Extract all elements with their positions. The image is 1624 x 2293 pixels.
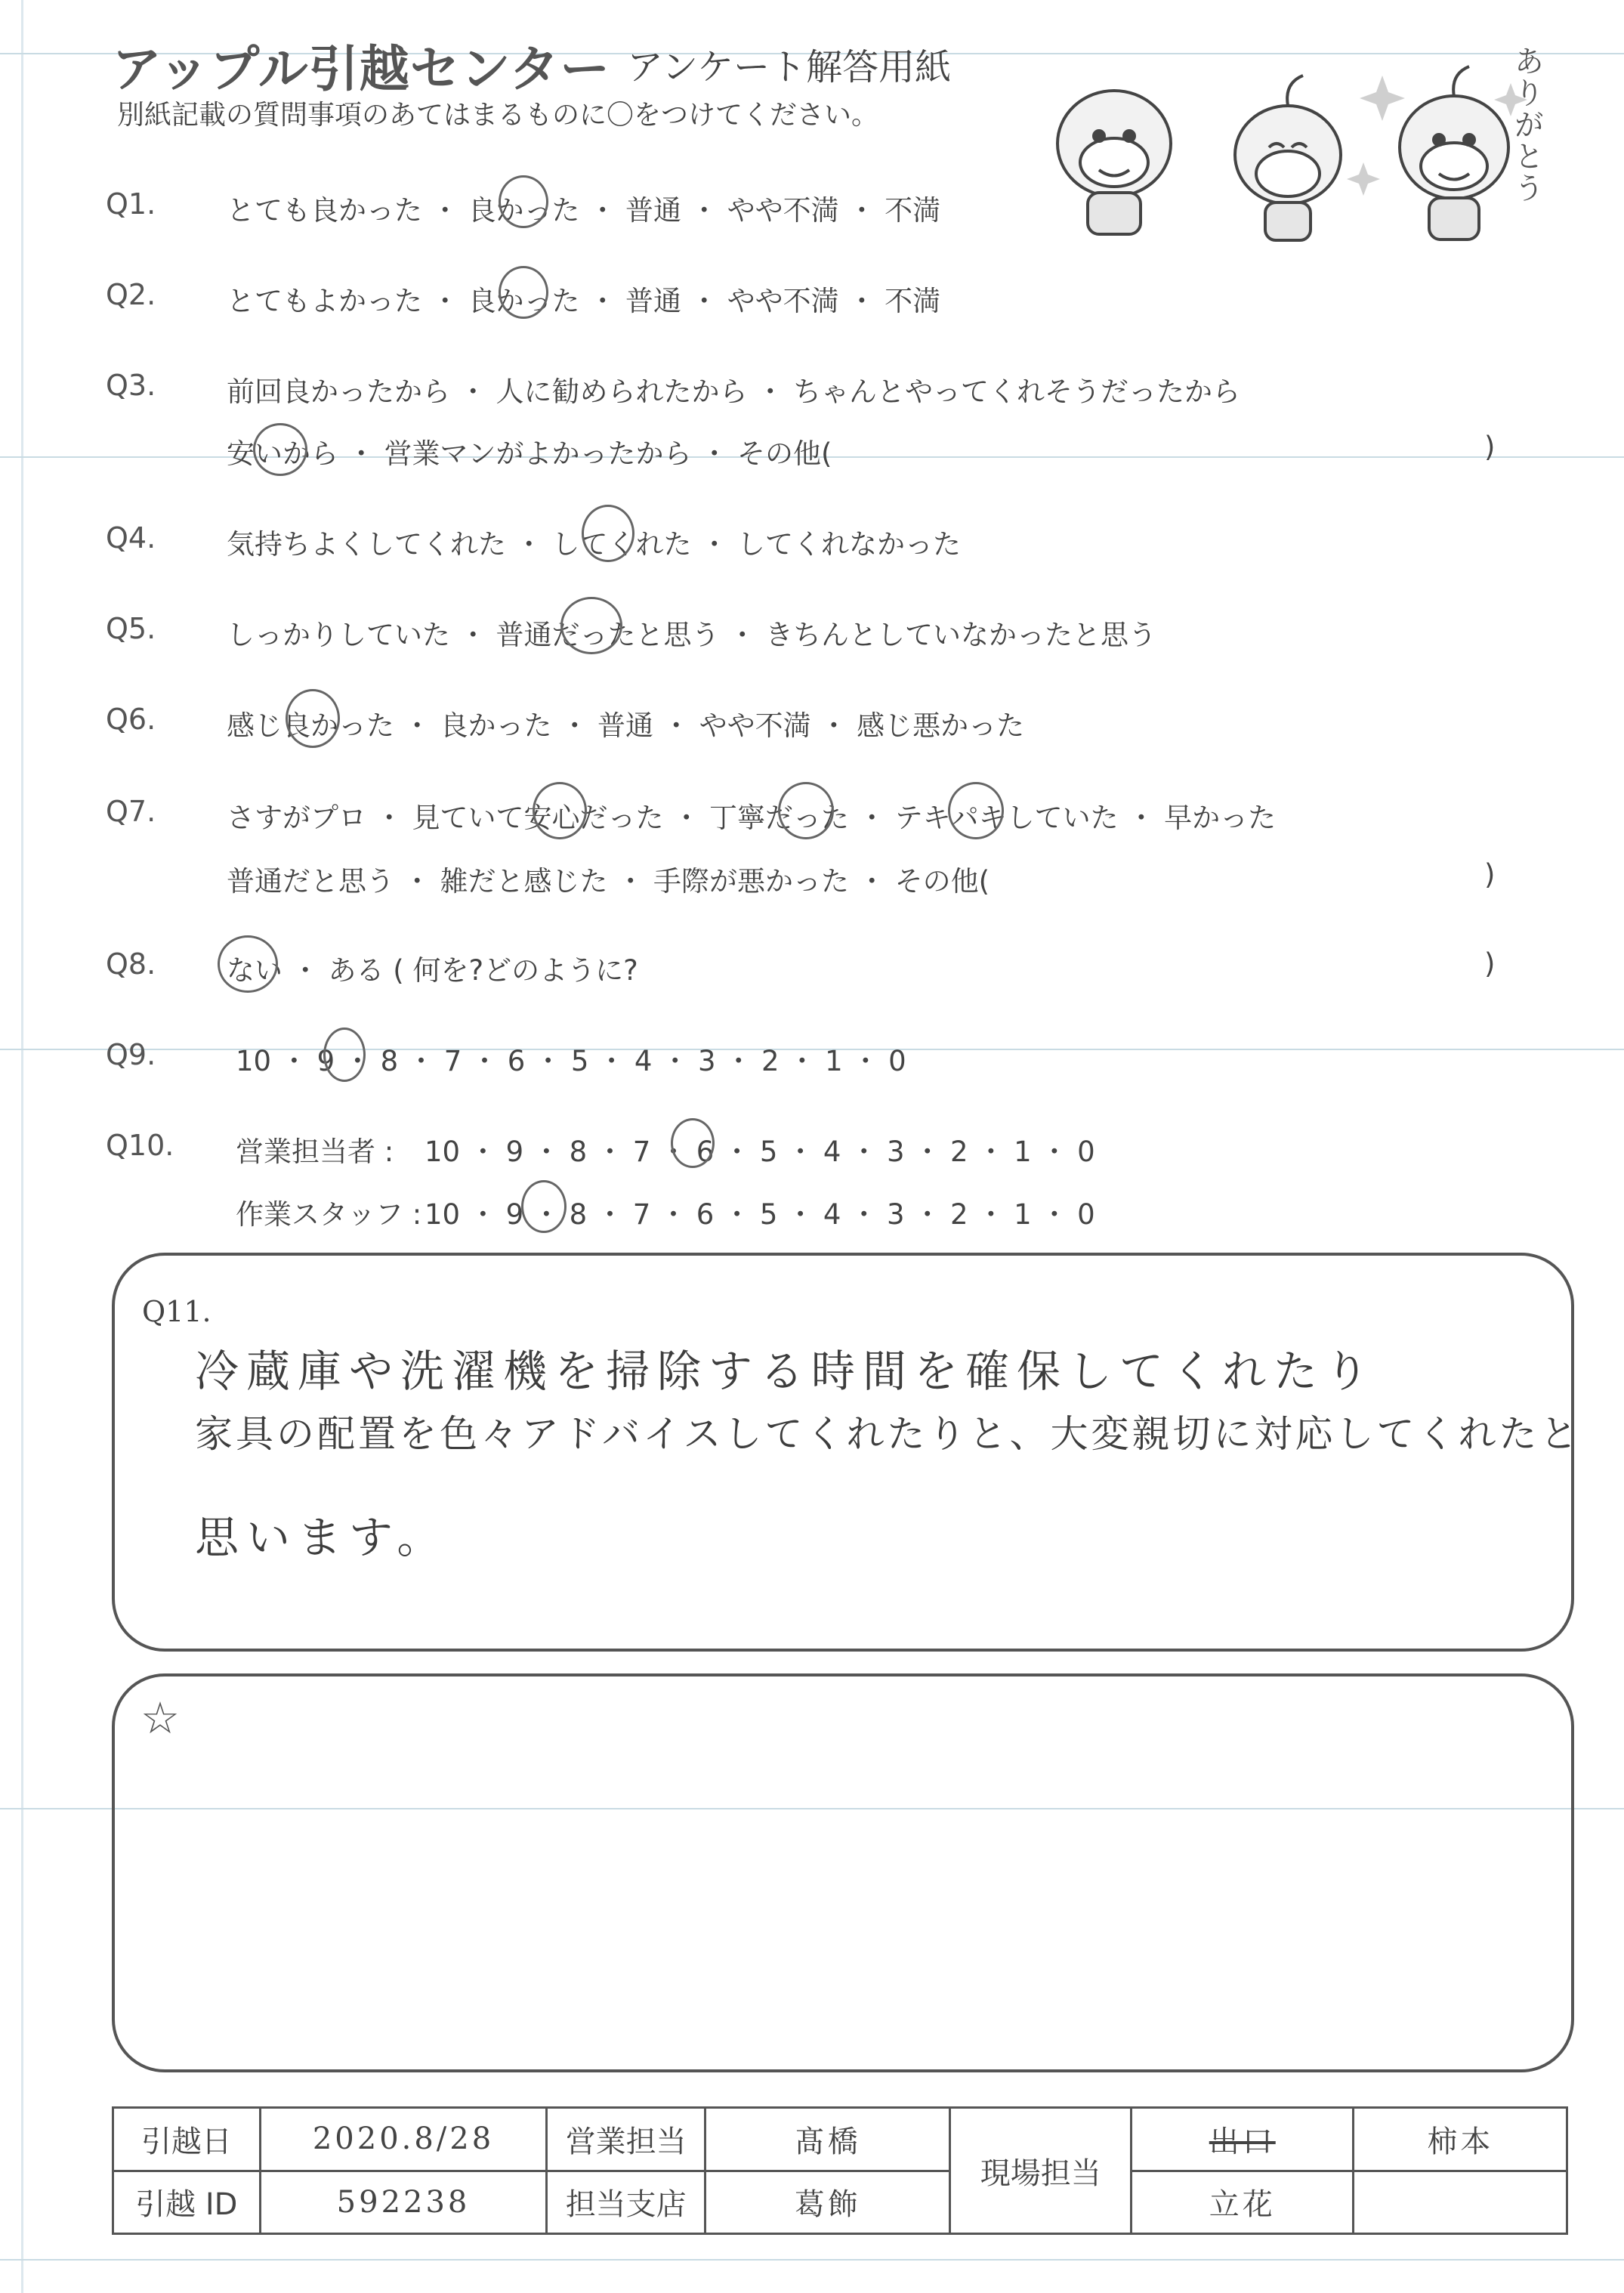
- company-title: アップル引越センター: [112, 40, 611, 98]
- answer-circle-mark: [253, 423, 307, 476]
- q10-staff-scale: 10 ・ 9 ・ 8 ・ 7 ・ 6 ・ 5 ・ 4 ・ 3 ・ 2 ・ 1 ・ 0: [425, 1198, 1095, 1231]
- q10-sales-row[interactable]: [236, 1129, 1095, 1170]
- sales-rep-value[interactable]: 髙橋: [705, 2108, 950, 2171]
- q4-label: Q4.: [106, 521, 156, 555]
- q11-comment-line1: 冷蔵庫や洗濯機を掃除する時間を確保してくれたり: [195, 1346, 1377, 1397]
- q7-close-paren: ): [1484, 858, 1496, 891]
- answer-circle-mark: [323, 1028, 366, 1082]
- site-rep-empty-cell[interactable]: [1354, 2171, 1567, 2234]
- q8-options[interactable]: [227, 947, 1496, 988]
- q3-close-paren: ): [1484, 431, 1496, 463]
- move-id-label: 引越 ID: [113, 2171, 261, 2234]
- answer-circle-mark: [582, 505, 634, 562]
- move-date-label: 引越日: [113, 2108, 261, 2171]
- page-edge: [21, 0, 23, 2293]
- answer-circle-mark: [499, 175, 548, 228]
- move-id-value[interactable]: 592238: [260, 2171, 547, 2234]
- answer-circle-mark: [778, 782, 834, 839]
- sales-rep-label: 営業担当: [547, 2108, 705, 2171]
- q10-label: Q10.: [106, 1129, 174, 1162]
- q3-options-line1[interactable]: 前回良かったから ・ 人に勧められたから ・ ちゃんとやってくれそうだったから: [227, 375, 1241, 408]
- q6-options[interactable]: 感じ良かった ・ 良かった ・ 普通 ・ やや不満 ・ 感じ悪かった: [227, 709, 1025, 742]
- q7-options-line1[interactable]: さすがプロ ・ 見ていて安心だった ・ 丁寧だった ・ テキパキしていた ・ 早かった: [227, 802, 1277, 834]
- answer-circle-mark: [218, 935, 278, 993]
- branch-label: 担当支店: [547, 2171, 705, 2234]
- answer-circle-mark: [286, 689, 340, 748]
- q11-comment-line2: 家具の配置を色々アドバイスしてくれたりと、大変親切に対応してくれたと: [195, 1412, 1581, 1456]
- answer-circle-mark: [521, 1180, 567, 1233]
- q4-options[interactable]: 気持ちよくしてくれた ・ してくれた ・ してくれなかった: [227, 528, 962, 561]
- q2-options[interactable]: とてもよかった ・ 良かった ・ 普通 ・ やや不満 ・ 不満: [227, 285, 941, 317]
- answer-circle-mark: [671, 1118, 715, 1168]
- q1-label: Q1.: [106, 187, 156, 221]
- move-info-table: [112, 2106, 1568, 2235]
- q7-options-line2[interactable]: [227, 858, 1496, 899]
- star-comment-box: [112, 1673, 1574, 2072]
- monkey-mascot-icon: [1400, 66, 1508, 239]
- answer-circle-mark: [560, 597, 622, 654]
- form-subtitle: アンケート解答用紙: [627, 46, 952, 88]
- monkey-mascot-icon: [1057, 91, 1171, 234]
- q3-label: Q3.: [106, 369, 156, 402]
- ruled-line: [0, 2259, 1624, 2261]
- q1-options[interactable]: とても良かった ・ 良かった ・ 普通 ・ やや不満 ・ 不満: [227, 194, 941, 227]
- q6-label: Q6.: [106, 703, 156, 736]
- q9-scale[interactable]: 10 ・ 9 ・ 8 ・ 7 ・ 6 ・ 5 ・ 4 ・ 3 ・ 2 ・ 1 ・ 0: [236, 1045, 906, 1077]
- q8-options-text: ない ・ ある ( 何を?どのように?: [227, 954, 638, 987]
- q3-options-line2-text: 安いから ・ 営業マンがよかったから ・ その他(: [227, 437, 832, 470]
- q9-label: Q9.: [106, 1038, 156, 1071]
- q11-comment-line3: 思います。: [195, 1512, 449, 1563]
- q10-sales-scale: 10 ・ 9 ・ 8 ・ 7 ・ 6 ・ 5 ・ 4 ・ 3 ・ 2 ・ 1 ・ 0: [425, 1136, 1095, 1168]
- branch-value[interactable]: 葛飾: [705, 2171, 950, 2234]
- answer-circle-mark: [499, 266, 548, 319]
- answer-circle-mark: [533, 782, 587, 839]
- q11-label: Q11.: [142, 1295, 211, 1328]
- q5-label: Q5.: [106, 612, 156, 645]
- q2-label: Q2.: [106, 278, 156, 311]
- form-instruction: 別紙記載の質問事項のあてはまるものに〇をつけてください。: [117, 100, 879, 131]
- star-icon: ☆: [140, 1692, 180, 1744]
- q3-options-line2[interactable]: [227, 431, 1496, 471]
- q7-options-line2-text: 普通だと思う ・ 雑だと感じた ・ 手際が悪かった ・ その他(: [227, 865, 990, 898]
- move-date-value[interactable]: 2020.8/28: [260, 2108, 547, 2171]
- site-rep-value-2[interactable]: 柿本: [1354, 2108, 1567, 2171]
- site-rep-value-1[interactable]: 出口: [1132, 2108, 1354, 2171]
- site-rep-value-3[interactable]: 立花: [1132, 2171, 1354, 2234]
- q5-options[interactable]: しっかりしていた ・ 普通だったと思う ・ きちんとしていなかったと思う: [227, 619, 1157, 651]
- thanks-text: ありがとう: [1509, 45, 1544, 204]
- monkey-mascot-icon: [1235, 76, 1341, 240]
- q8-close-paren: ): [1484, 947, 1496, 980]
- answer-circle-mark: [948, 782, 1004, 839]
- site-rep-label: 現場担当: [950, 2108, 1132, 2234]
- monkey-mascots-illustration: [1042, 30, 1548, 249]
- q10-sales-label: 営業担当者 :: [236, 1136, 394, 1168]
- q10-staff-label: 作業スタッフ :: [236, 1198, 422, 1231]
- q8-label: Q8.: [106, 947, 156, 981]
- q10-staff-row[interactable]: [236, 1191, 1095, 1232]
- q7-label: Q7.: [106, 795, 156, 828]
